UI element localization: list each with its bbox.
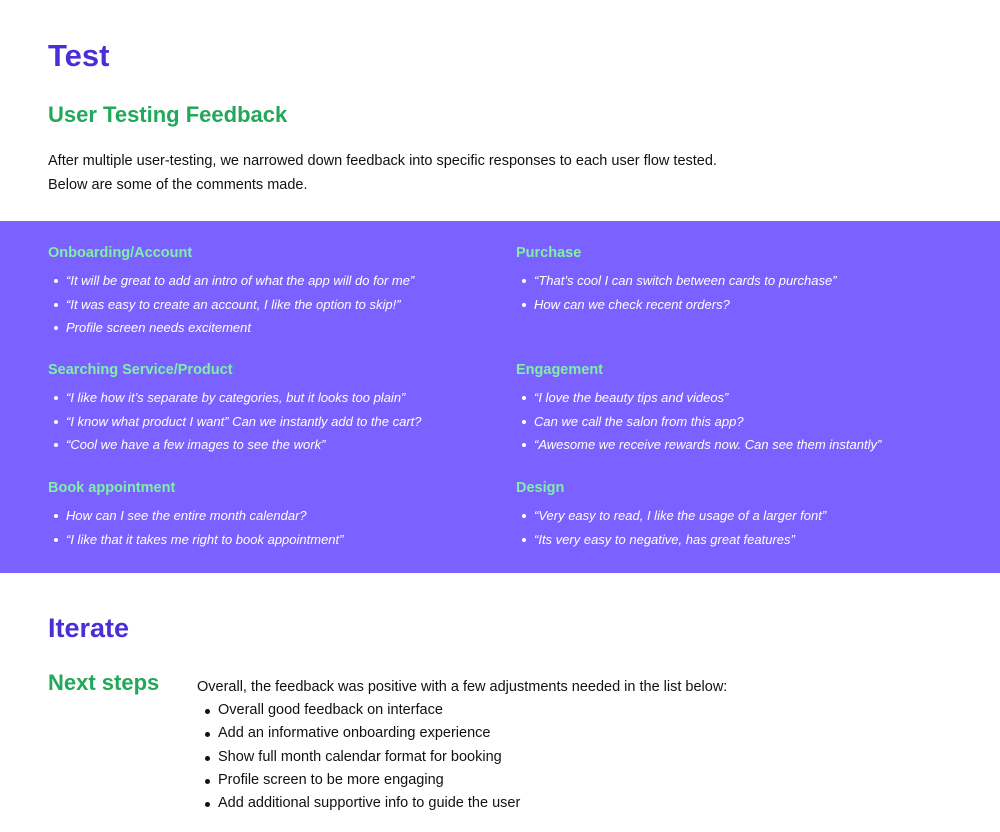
- test-section-title: Test: [48, 38, 110, 73]
- feedback-item: “Cool we have a few images to see the work”: [48, 433, 508, 457]
- feedback-item: “I love the beauty tips and videos”: [516, 386, 976, 410]
- next-steps-body: [197, 676, 957, 815]
- feedback-item: “I like how it’s separate by categories, but it looks too plain”: [48, 386, 508, 410]
- feedback-item: “It will be great to add an intro of what the app will do for me”: [48, 269, 508, 293]
- feedback-item: “That’s cool I can switch between cards to purchase”: [516, 269, 976, 293]
- iterate-section-title: Iterate: [48, 613, 130, 643]
- feedback-group-design: [516, 478, 976, 551]
- feedback-group-engagement: [516, 360, 976, 457]
- feedback-item: How can I see the entire month calendar?: [48, 504, 508, 528]
- feedback-group-heading: Engagement: [516, 362, 604, 378]
- feedback-list: [516, 386, 976, 457]
- feedback-group-searching: [48, 360, 508, 457]
- feedback-group-purchase: [516, 243, 976, 316]
- user-testing-feedback-heading: User Testing Feedback: [48, 102, 288, 127]
- feedback-list: [48, 386, 508, 457]
- intro-line: Below are some of the comments made.: [48, 177, 308, 193]
- next-step-item: Overall good feedback on interface: [197, 699, 957, 722]
- feedback-group-onboarding: [48, 243, 508, 340]
- feedback-list: [516, 269, 976, 316]
- feedback-item: “Very easy to read, I like the usage of a larger font”: [516, 504, 976, 528]
- next-step-item: Show full month calendar format for booking: [197, 746, 957, 769]
- next-steps-intro: Overall, the feedback was positive with a few adjustments needed in the list below:: [197, 679, 728, 695]
- feedback-group-heading: Searching Service/Product: [48, 362, 233, 378]
- feedback-list: [516, 504, 976, 551]
- feedback-item: “I like that it takes me right to book appointment”: [48, 528, 508, 552]
- feedback-item: How can we check recent orders?: [516, 293, 976, 317]
- feedback-item: “I know what product I want” Can we instantly add to the cart?: [48, 410, 508, 434]
- feedback-group-heading: Onboarding/Account: [48, 245, 193, 261]
- intro-line: After multiple user-testing, we narrowed down feedback into specific responses to each user flow tested.: [48, 153, 717, 169]
- feedback-list: [48, 269, 508, 340]
- next-step-item: Profile screen to be more engaging: [197, 769, 957, 792]
- feedback-group-heading: Book appointment: [48, 480, 176, 496]
- feedback-item: Can we call the salon from this app?: [516, 410, 976, 434]
- next-step-item: Add additional supportive info to guide the user: [197, 792, 957, 815]
- feedback-group-book-appointment: [48, 478, 508, 551]
- feedback-item: “It was easy to create an account, I like the option to skip!”: [48, 293, 508, 317]
- feedback-item: “Its very easy to negative, has great features”: [516, 528, 976, 552]
- next-steps-list: [197, 699, 957, 815]
- feedback-intro: [48, 149, 717, 197]
- feedback-group-heading: Purchase: [516, 245, 582, 261]
- feedback-panel: [0, 221, 1000, 573]
- next-step-item: Add an informative onboarding experience: [197, 722, 957, 745]
- feedback-item: “Awesome we receive rewards now. Can see them instantly”: [516, 433, 976, 457]
- feedback-item: Profile screen needs excitement: [48, 316, 508, 340]
- feedback-group-heading: Design: [516, 480, 565, 496]
- next-steps-heading: Next steps: [48, 670, 160, 695]
- feedback-list: [48, 504, 508, 551]
